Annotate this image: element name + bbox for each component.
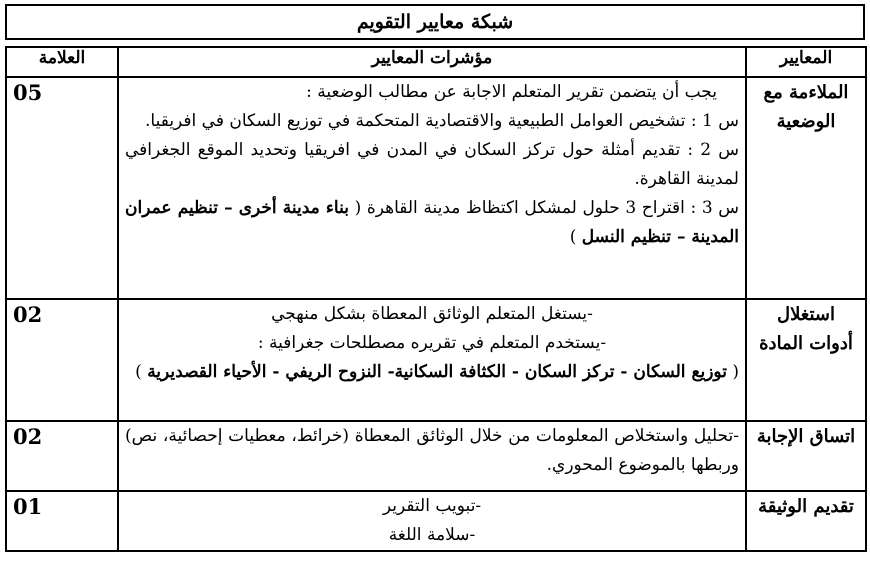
indicator-cell	[118, 421, 746, 491]
indicator-terms	[125, 358, 739, 387]
mark-cell: 05	[6, 77, 118, 299]
q3-plain: س 3 : اقتراح 3 حلول لمشكل اكتظاظ مدينة القاهرة (	[354, 198, 740, 218]
criterion-cell	[746, 491, 866, 551]
indicator-cell	[118, 77, 746, 299]
table-row	[6, 299, 866, 421]
indicator-line: -تحليل واستخلاص المعلومات من خلال الوثائق المعطاة (خرائط، معطيات إحصائية، نص) وربطها بالموضوع المحوري.	[125, 426, 739, 475]
title-text: شبكة معايير التقويم	[356, 11, 514, 33]
criterion-line: استغلال	[776, 304, 836, 325]
indicator-line: -سلامة اللغة	[388, 525, 476, 545]
indicator-line: -يستخدم المتعلم في تقريره مصطلحات جغرافية :	[257, 333, 607, 353]
table-row	[6, 491, 866, 551]
criterion-cell	[746, 421, 866, 491]
criterion-line: أدوات المادة	[759, 333, 853, 354]
table-row	[6, 421, 866, 491]
indicator-cell	[118, 299, 746, 421]
criterion-line: الملاءمة مع	[763, 82, 849, 103]
terms-close: )	[135, 362, 142, 382]
table-header-row	[6, 47, 866, 77]
indicator-question-2: س 2 : تقديم أمثلة حول تركز السكان في المدن في افريقيا وتحديد الموقع الجغرافي لمدينة القاهرة.	[125, 140, 739, 189]
header-criteria: المعايير	[746, 47, 866, 77]
table-row	[6, 77, 866, 299]
criterion-line: الوضعية	[776, 111, 836, 132]
header-indicators: مؤشرات المعايير	[118, 47, 746, 77]
indicator-question-1: س 1 : تشخيص العوامل الطبيعية والاقتصادية المتحكمة في توزيع السكان في افريقيا.	[145, 111, 739, 131]
indicator-question-3	[125, 194, 739, 252]
criterion-line: تقديم الوثيقة	[758, 496, 854, 517]
mark-cell: 01	[6, 491, 118, 551]
terms-bold: توزيع السكان - تركز السكان - الكثافة السكانية- النزوح الريفي - الأحياء القصديرية	[147, 362, 727, 382]
mark-cell: 02	[6, 421, 118, 491]
evaluation-grid-table	[5, 46, 867, 552]
indicator-cell	[118, 491, 746, 551]
criterion-line: اتساق الإجابة	[756, 426, 856, 447]
q3-end: )	[569, 227, 577, 247]
indicator-line: -تبويب التقرير	[382, 496, 482, 516]
q3-bold-solutions: بناء مدينة أخرى – تنظيم عمران المدينة – تنظيم النسل	[125, 198, 739, 247]
criterion-cell	[746, 77, 866, 299]
page-title	[5, 4, 865, 40]
mark-cell: 02	[6, 299, 118, 421]
indicator-intro: يجب أن يتضمن تقرير المتعلم الاجابة عن مطالب الوضعية :	[306, 82, 717, 102]
terms-open: (	[732, 362, 739, 382]
indicator-line: -يستغل المتعلم الوثائق المعطاة بشكل منهجي	[271, 304, 593, 324]
criterion-cell	[746, 299, 866, 421]
header-mark: العلامة	[6, 47, 118, 77]
